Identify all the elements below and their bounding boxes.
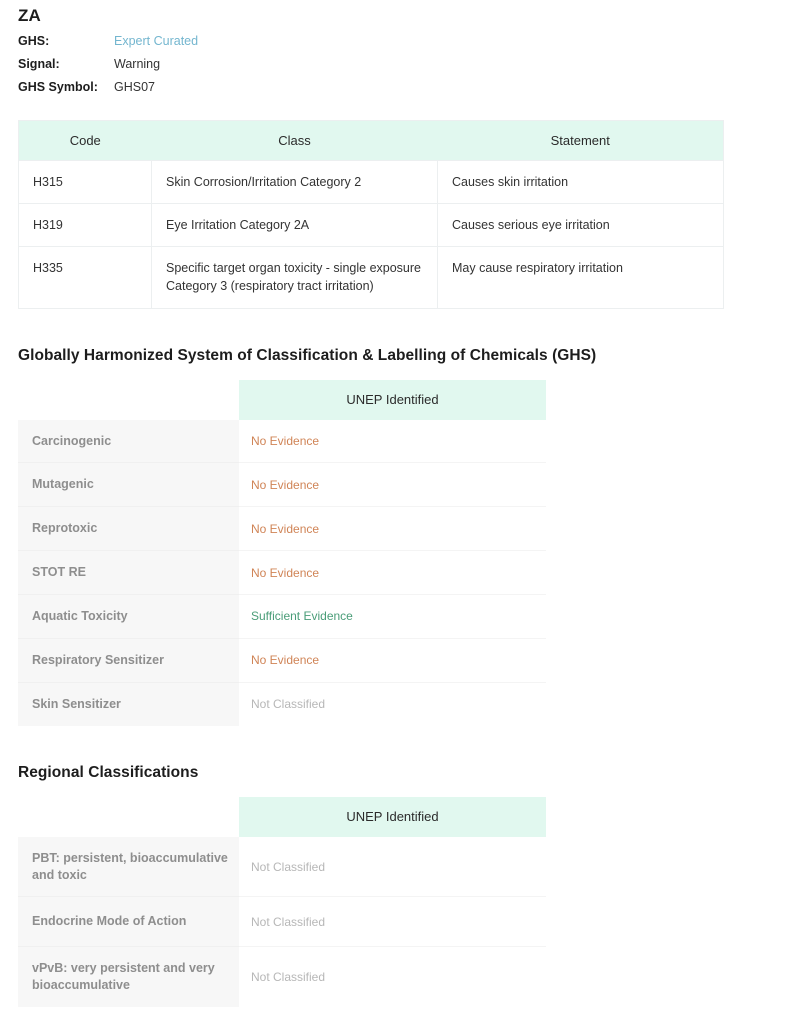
cell-code: H335 (19, 247, 152, 308)
table-row (18, 551, 546, 595)
column-header-class: Class (152, 121, 438, 161)
row-value-aquatic-toxicity: Sufficient Evidence (239, 595, 546, 639)
cell-class: Eye Irritation Category 2A (152, 204, 438, 247)
cell-statement: May cause respiratory irritation (438, 247, 724, 308)
table-row (18, 463, 546, 507)
table-row (18, 947, 546, 1007)
table-row (18, 638, 546, 682)
row-label-endocrine-mode-of-action: Endocrine Mode of Action (18, 897, 239, 947)
cell-statement: Causes skin irritation (438, 161, 724, 204)
ghs-classification-table (18, 380, 546, 726)
table-row (19, 247, 724, 308)
row-label-reprotoxic: Reprotoxic (18, 507, 239, 551)
hazard-statements-table (18, 120, 724, 309)
row-value-skin-sensitizer: Not Classified (251, 697, 326, 712)
table-row (18, 897, 546, 947)
ghs-header-row (18, 380, 546, 420)
regional-column-header-unep: UNEP Identified (239, 797, 546, 837)
meta-label-signal: Signal: (18, 57, 60, 71)
page-title: ZA (18, 6, 41, 25)
row-label-skin-sensitizer: Skin Sensitizer (18, 682, 239, 725)
statements-table-head (19, 121, 724, 161)
ghs-section-heading: Globally Harmonized System of Classification & Labelling of Chemicals (GHS) (18, 346, 597, 364)
statements-header-row (19, 121, 724, 161)
cell-code: H319 (19, 204, 152, 247)
table-row (18, 595, 546, 639)
statements-table-body (19, 161, 724, 309)
regional-classification-table (18, 797, 546, 1008)
meta-value-signal: Warning (114, 57, 161, 71)
regional-table-body (18, 837, 546, 1008)
cell-code: H315 (19, 161, 152, 204)
row-label-respiratory-sensitizer: Respiratory Sensitizer (18, 638, 239, 682)
row-value-pbt: Not Classified (239, 837, 546, 897)
regional-blank-header (18, 797, 239, 837)
regional-header-row (18, 797, 546, 837)
regional-section-heading: Regional Classifications (18, 763, 199, 781)
row-value-mutagenic: No Evidence (239, 463, 546, 507)
table-row (19, 161, 724, 204)
meta-row-signal (18, 57, 793, 80)
ghs-column-header-unep: UNEP Identified (239, 380, 546, 420)
ghs-source-link[interactable]: Expert Curated (114, 34, 199, 48)
row-value-endocrine-mode-of-action: Not Classified (239, 897, 546, 947)
ghs-blank-header (18, 380, 239, 420)
table-row (18, 420, 546, 463)
ghs-table-head (18, 380, 546, 420)
row-value-respiratory-sensitizer: No Evidence (239, 638, 546, 682)
row-value-reprotoxic: No Evidence (239, 507, 546, 551)
column-header-code: Code (19, 121, 152, 161)
regional-table-head (18, 797, 546, 837)
meta-value-ghs-symbol: GHS07 (114, 80, 155, 94)
table-row (19, 204, 724, 247)
cell-statement: Causes serious eye irritation (438, 204, 724, 247)
cell-class: Skin Corrosion/Irritation Category 2 (152, 161, 438, 204)
ghs-table-body (18, 420, 546, 726)
row-label-mutagenic: Mutagenic (18, 463, 239, 507)
row-value-carcinogenic: No Evidence (239, 420, 546, 463)
meta-label-ghs: GHS: (18, 34, 50, 48)
row-label-pbt: PBT: persistent, bioaccumulative and toxic (18, 837, 239, 897)
meta-label-ghs-symbol: GHS Symbol: (18, 80, 98, 94)
row-label-carcinogenic: Carcinogenic (18, 420, 239, 463)
row-value-stot-re: No Evidence (239, 551, 546, 595)
table-row (18, 507, 546, 551)
table-row (18, 837, 546, 897)
hazard-meta-list (0, 26, 793, 103)
meta-row-ghs (18, 34, 793, 57)
cell-class: Specific target organ toxicity - single exposure Category 3 (respiratory tract irritation) (152, 247, 438, 308)
row-label-stot-re: STOT RE (18, 551, 239, 595)
row-label-vpvb: vPvB: very persistent and very bioaccumulative (18, 947, 239, 1007)
table-row (18, 682, 546, 725)
row-value-vpvb: Not Classified (251, 970, 326, 985)
column-header-statement: Statement (438, 121, 724, 161)
row-label-aquatic-toxicity: Aquatic Toxicity (18, 595, 239, 639)
meta-row-ghs-symbol (18, 80, 793, 103)
